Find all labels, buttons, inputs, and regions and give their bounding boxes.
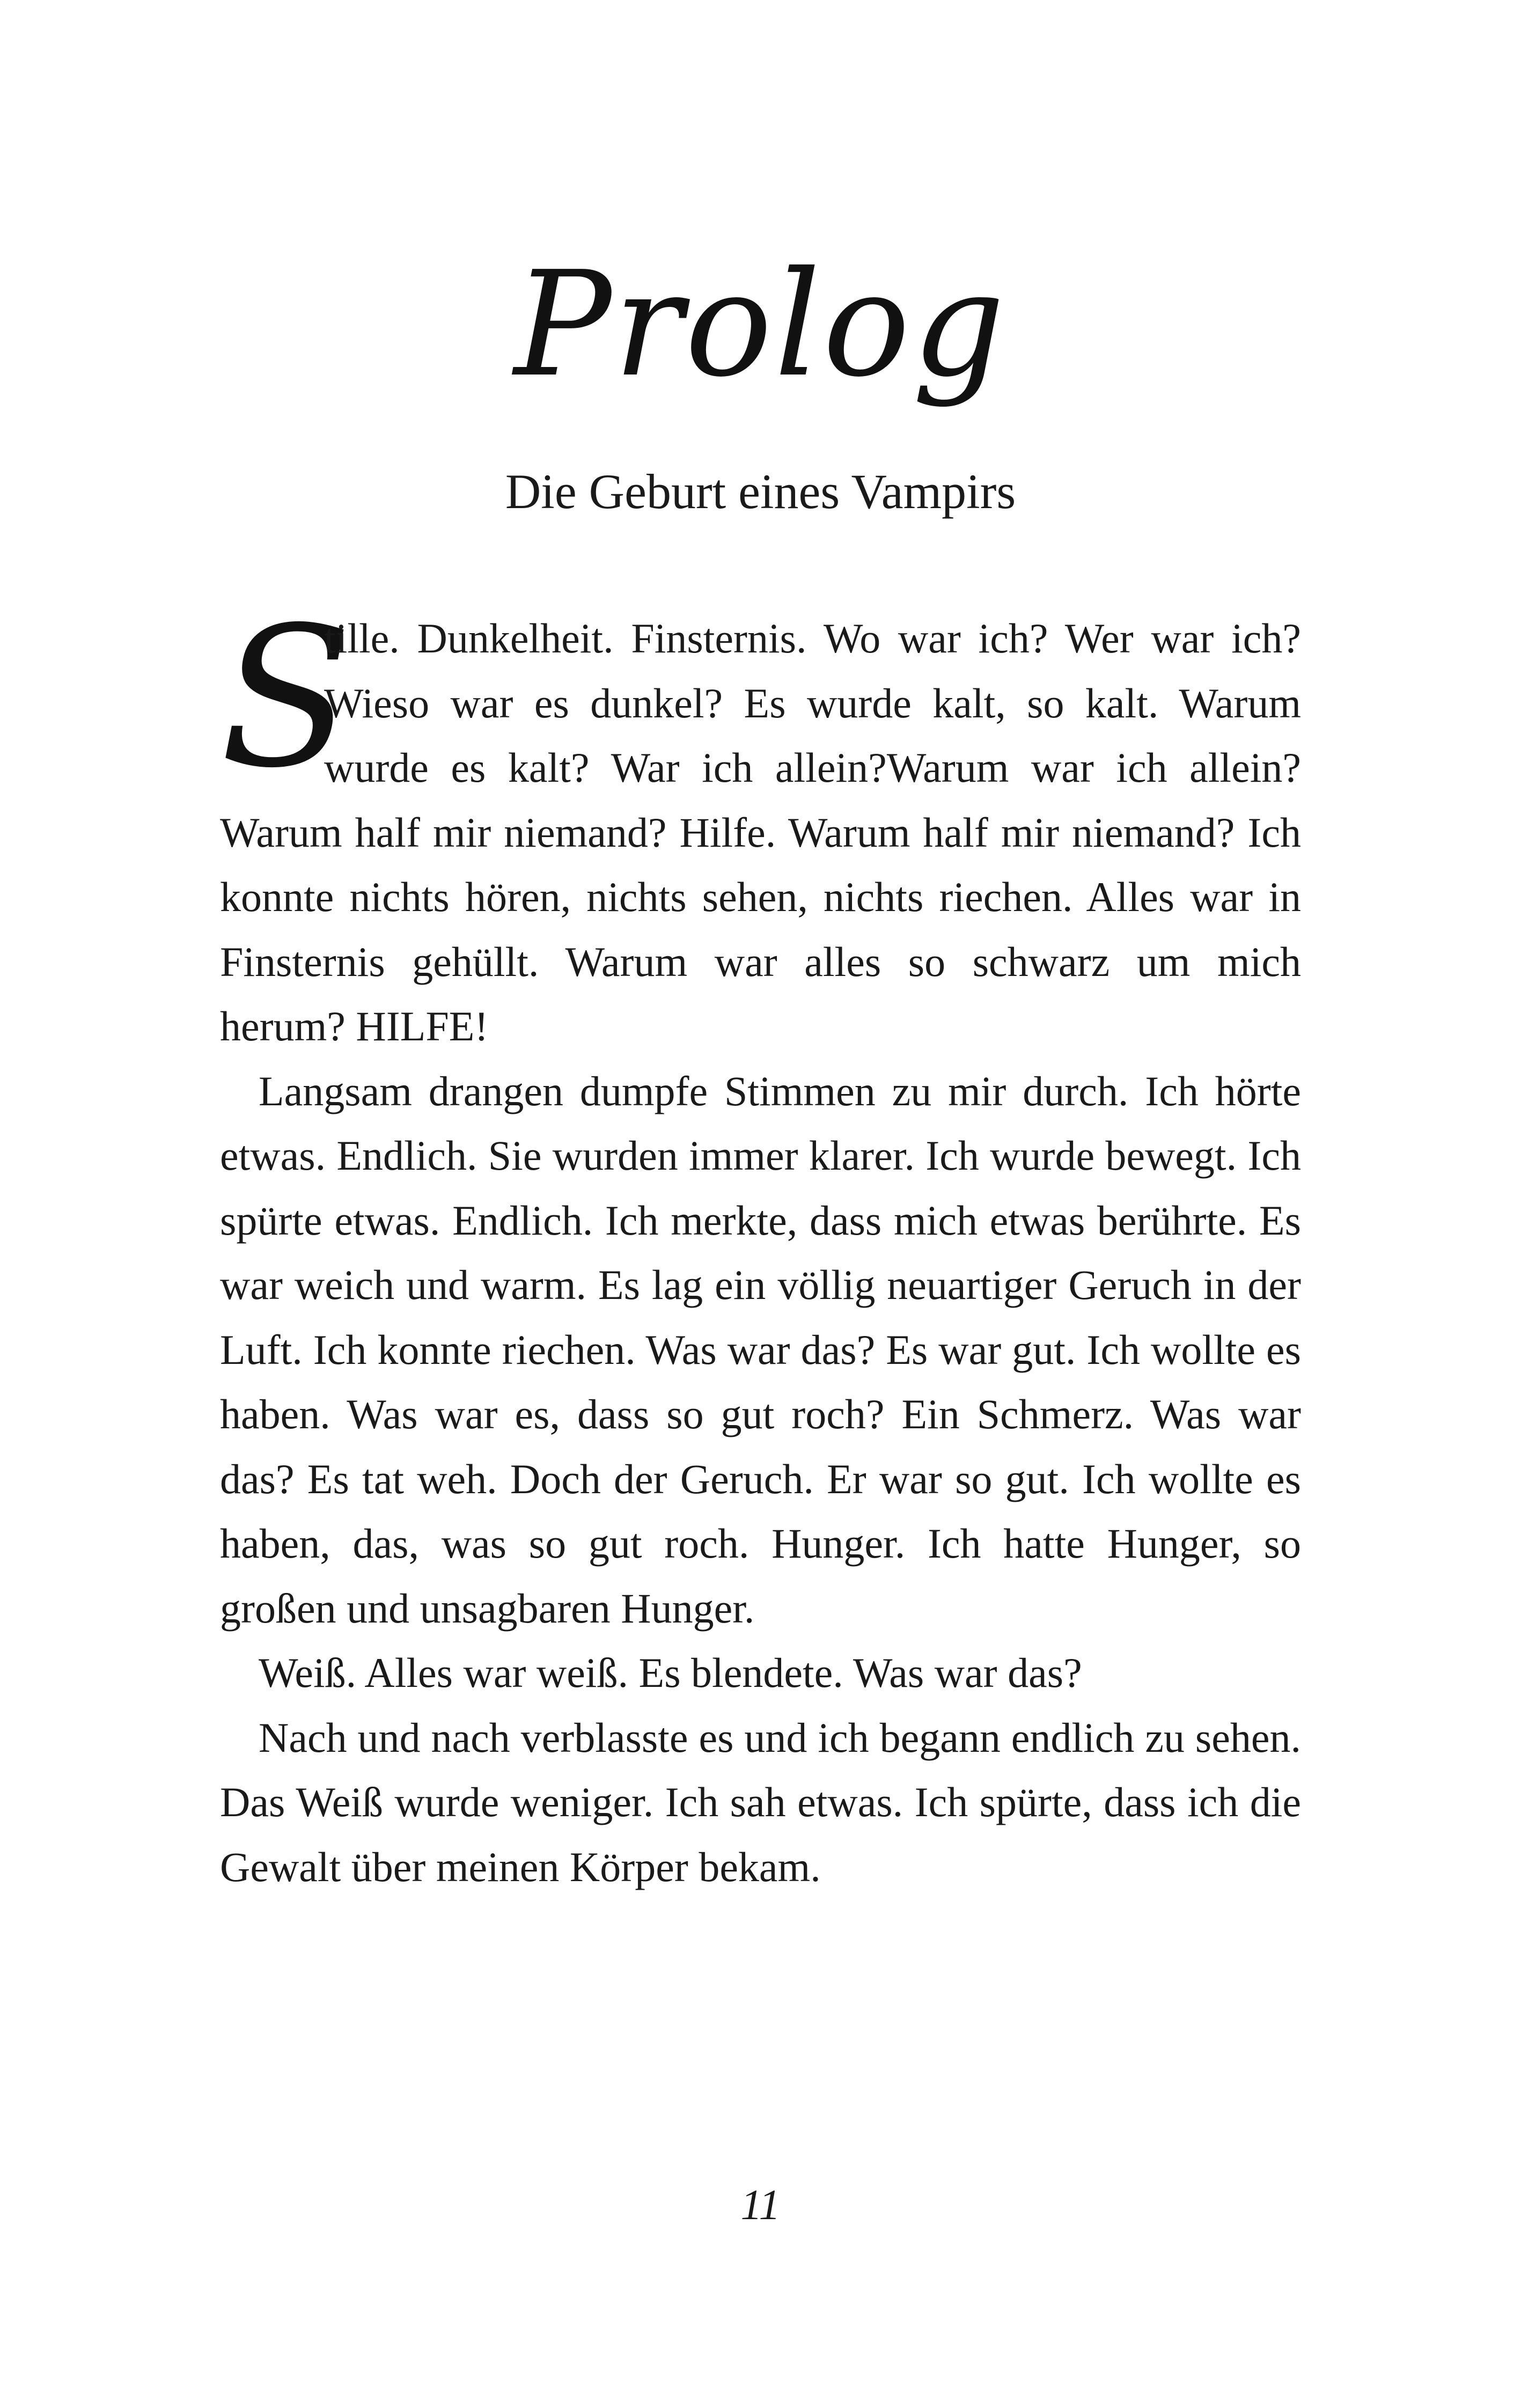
drop-cap: S xyxy=(220,585,352,810)
paragraph-2: Langsam drangen dumpfe Stimmen zu mir durch. Ich hörte etwas. Endlich. Sie wurden immer klarer. Ich wurde bewegt. Ich spürte etwas. Endlich. Ich merkte, dass mich etwas berührte. Es war weich und warm. Es lag ein völlig neuartiger Geruch in der Luft. Ich konnte riechen. Was war das? Es war gut. Ich wollte es haben. Was war es, dass so gut roch? Ein Schmerz. Was war das? Es tat weh. Doch der Geruch. Er war so gut. Ich wollte es haben, das, was so gut roch. Hunger. Ich hatte Hunger, so großen und unsagbaren Hunger. xyxy=(220,1067,1301,1632)
paragraph-4: Nach und nach verblasste es und ich begann endlich zu sehen. Das Weiß wurde weniger. Ich sah etwas. Ich spürte, dass ich die Gewalt über meinen Körper bekam. xyxy=(220,1714,1301,1890)
paragraph-1-text: tille. Dunkelheit. Finsternis. Wo war ich? Wer war ich? Wieso war es dunkel? Es wurde kalt, so kalt. Warum wurde es kalt? War ich allein?Warum war ich allein? Warum half mir niemand? Hilfe. Warum half mir niemand? Ich konnte nichts hören, nichts sehen, nichts riechen. Alles war in Finsternis gehüllt. Warum war alles so schwarz um mich herum? HILFE! xyxy=(220,615,1301,1049)
chapter-title: Prolog xyxy=(513,240,1008,409)
chapter-body xyxy=(220,585,1301,1899)
paragraph-1 xyxy=(220,585,1301,1059)
page-number: 11 xyxy=(740,2182,781,2229)
chapter-subtitle: Die Geburt eines Vampirs xyxy=(505,464,1016,519)
paragraph-3: Weiß. Alles war weiß. Es blendete. Was war das? xyxy=(259,1649,1082,1696)
